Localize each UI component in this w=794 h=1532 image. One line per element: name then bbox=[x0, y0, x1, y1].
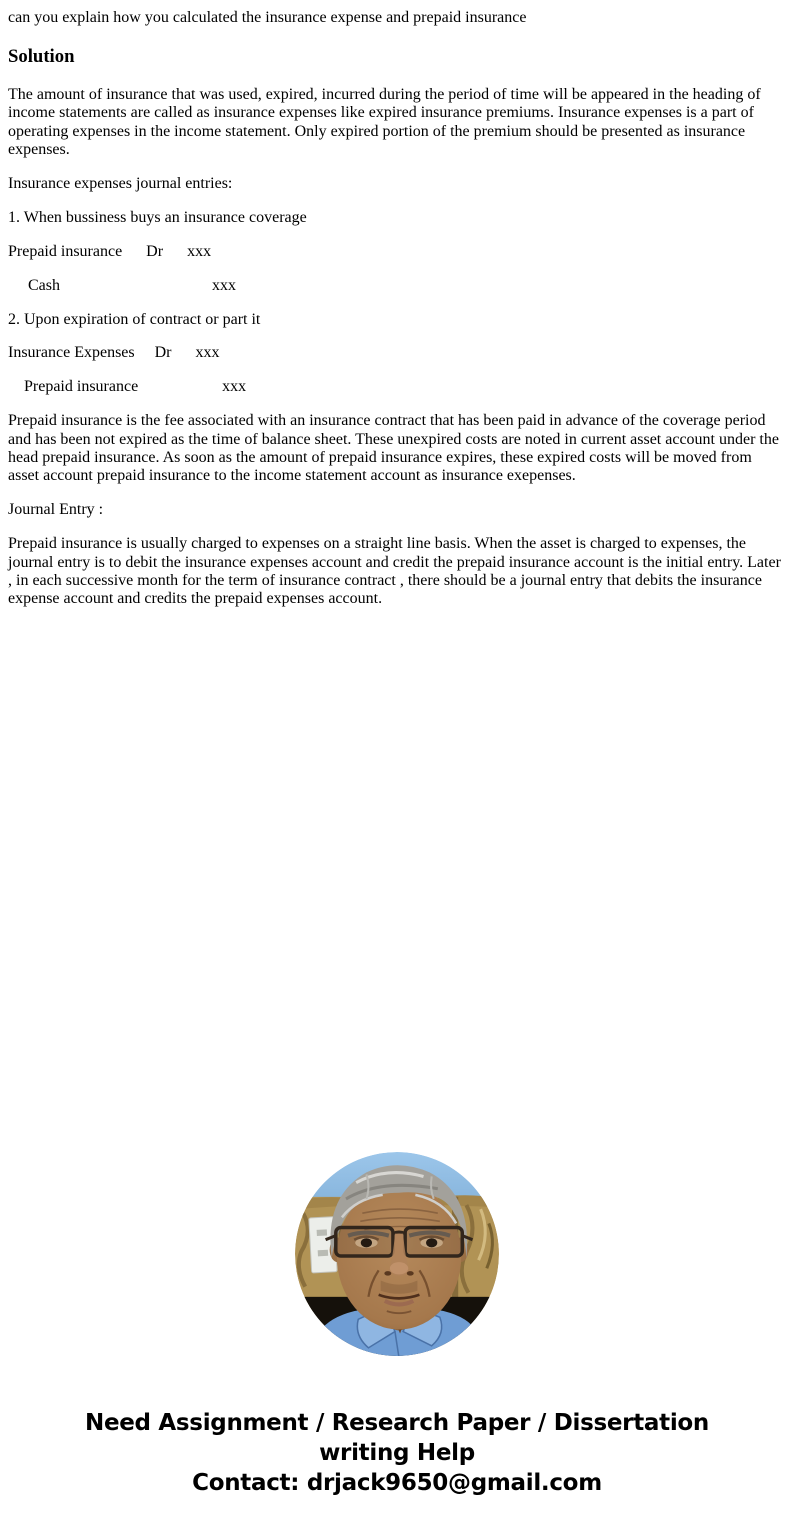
journal-paragraph: Prepaid insurance is usually charged to expenses on a straight line basis. When the asset is charged to expenses, the journal entry is to debit the insurance expenses account and credit the prepaid insurance account is the initial entry. Later , in each successive month for the term of insurance contract , there should be a journal entry that debits the insurance expense account and credits the prepaid expenses account. bbox=[8, 535, 781, 608]
entry1-debit-line: Prepaid insurance Dr xxx bbox=[8, 242, 212, 260]
entry2-title: 2. Upon expiration of contract or part it bbox=[8, 310, 261, 328]
footer-line-2: writing Help bbox=[319, 1439, 475, 1466]
journal-entry-label: Journal Entry : bbox=[8, 501, 104, 519]
tutor-avatar-photo bbox=[295, 1152, 499, 1356]
prepaid-paragraph: Prepaid insurance is the fee associated with an insurance contract that has been paid in advance of the coverage period and has been not expired as the time of balance sheet. These unexpired costs are noted in current asset account under the head prepaid insurance. As soon as the amount of prepaid insurance expires, these expired costs will be moved from asset account prepaid insurance to the income statement account as insurance exepenses. bbox=[8, 412, 779, 485]
solution-document bbox=[0, 9, 794, 609]
entry2-debit-line: Insurance Expenses Dr xxx bbox=[8, 344, 220, 362]
footer-line-3: Contact: drjack9650@gmail.com bbox=[192, 1469, 602, 1496]
journal-entries-label: Insurance expenses journal entries: bbox=[8, 174, 233, 192]
solution-heading: Solution bbox=[8, 46, 75, 68]
entry2-credit-line: Prepaid insurance xxx bbox=[8, 378, 247, 396]
tutor-avatar bbox=[295, 1152, 499, 1356]
question-text: can you explain how you calculated the insurance expense and prepaid insurance bbox=[8, 9, 527, 26]
entry1-title: 1. When bussiness buys an insurance coverage bbox=[8, 208, 307, 226]
footer-banner bbox=[0, 1408, 794, 1498]
entry1-credit-line: Cash xxx bbox=[8, 276, 236, 294]
intro-paragraph: The amount of insurance that was used, expired, incurred during the period of time will be appeared in the heading of income statements are called as insurance expenses like expired insurance premiums. Insurance expenses is a part of operating expenses in the income statement. Only expired portion of the premium should be presented as insurance expenses. bbox=[8, 85, 761, 159]
footer-line-1: Need Assignment / Research Paper / Dissertation bbox=[85, 1409, 709, 1436]
